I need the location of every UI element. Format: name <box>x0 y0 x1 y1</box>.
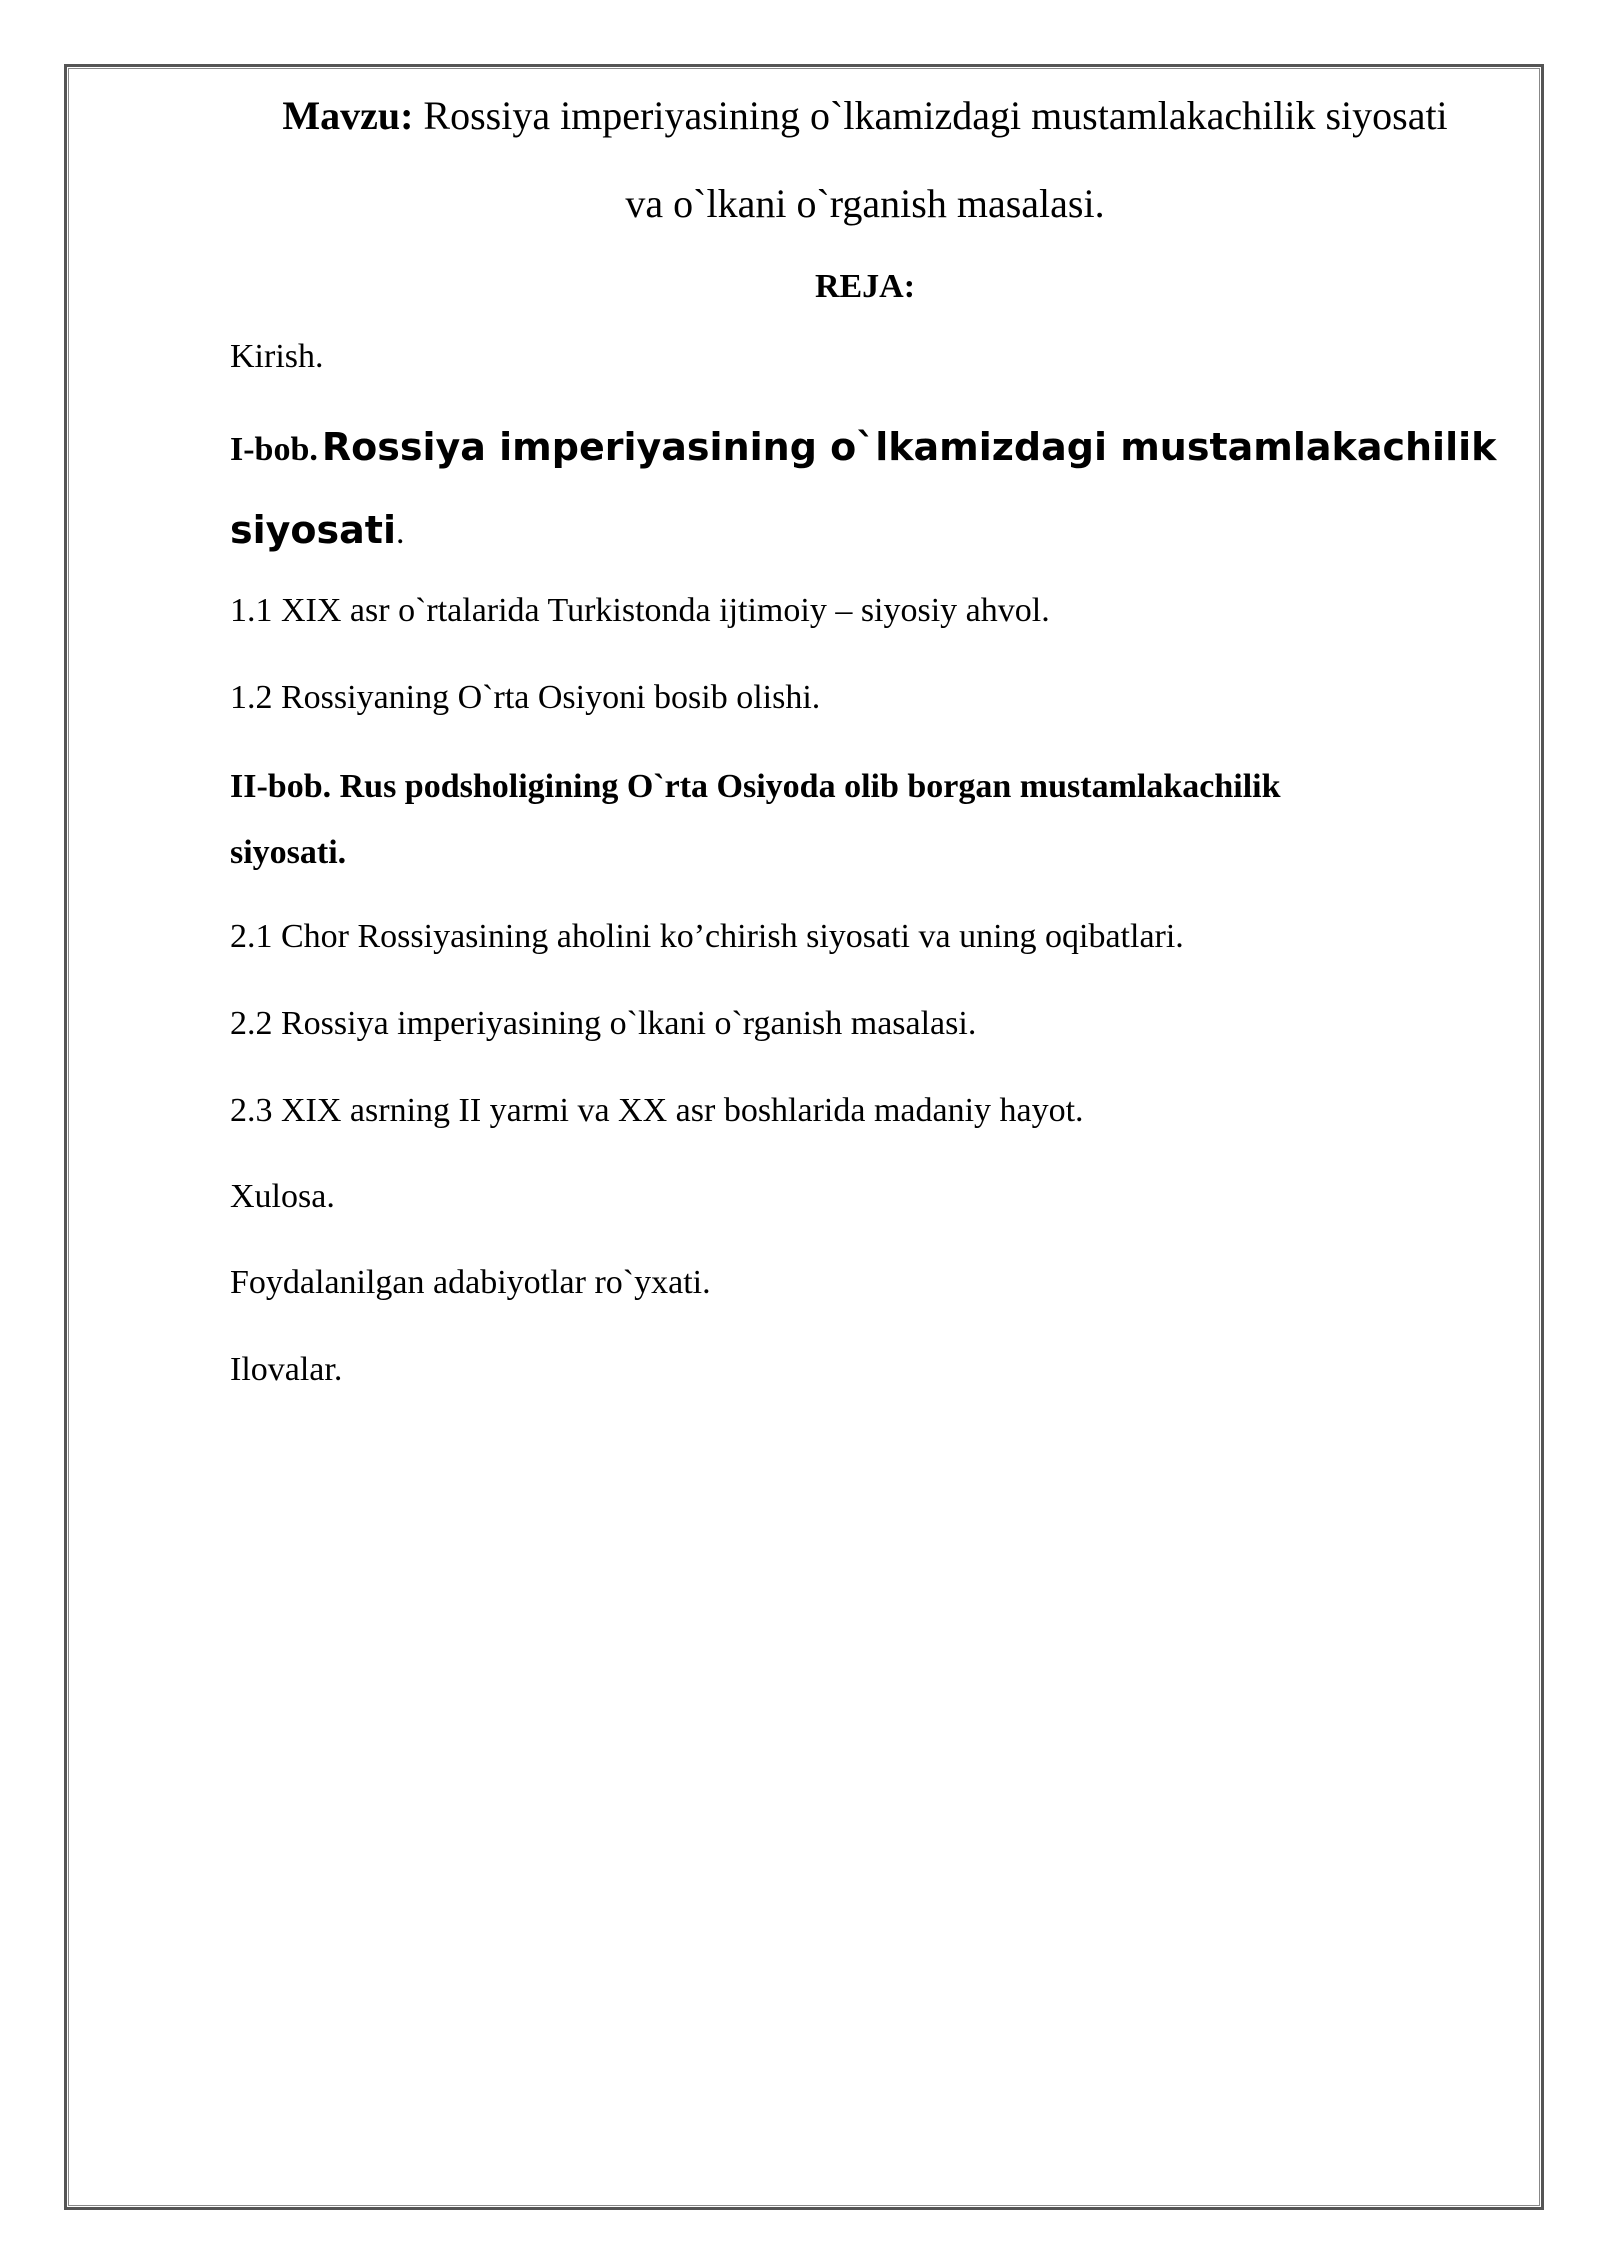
plan-heading: REJA: <box>814 268 916 305</box>
document-title <box>230 72 1500 248</box>
title-label: Mavzu: <box>282 93 414 138</box>
section-1-2: 1.2 Rossiyaning O`rta Osiyoni bosib olishi. <box>230 679 821 716</box>
section-2-2: 2.2 Rossiya imperiyasining o`lkani o`rganish masalasi. <box>230 1005 977 1042</box>
references-item: Foydalanilgan adabiyotlar ro`yxati. <box>230 1264 711 1301</box>
page-border-inner <box>68 68 1540 2206</box>
chapter-2-heading <box>230 754 1281 886</box>
conclusion-item: Xulosa. <box>230 1178 335 1215</box>
document-content <box>230 72 1500 1388</box>
chapter-1-heading <box>230 410 1496 576</box>
intro-item: Kirish. <box>230 338 324 375</box>
section-2-1: 2.1 Chor Rossiyasining aholini ko’chirish siyosati va uning oqibatlari. <box>230 918 1184 955</box>
section-2-3: 2.3 XIX asrning II yarmi va XX asr boshlarida madaniy hayot. <box>230 1092 1084 1129</box>
title-line-2: va o`lkani o`rganish masalasi. <box>625 181 1105 226</box>
title-line-1: Rossiya imperiyasining o`lkamizdagi mustamlakachilik siyosati <box>423 93 1448 138</box>
chapter-2-line-2: siyosati. <box>230 834 347 871</box>
chapter-1-title-line-2: siyosati <box>230 508 396 552</box>
chapter-2-line-1: II-bob. Rus podsholigining O`rta Osiyoda olib borgan mustamlakachilik <box>230 768 1281 805</box>
appendices-item: Ilovalar. <box>230 1351 343 1388</box>
chapter-1-title-line-1: Rossiya imperiyasining o`lkamizdagi mustamlakachilik <box>321 425 1497 469</box>
chapter-1-label: I-bob. <box>230 431 318 468</box>
chapter-1-end-mark: . <box>395 514 405 551</box>
section-1-1: 1.1 XIX asr o`rtalarida Turkistonda ijtimoiy – siyosiy ahvol. <box>230 592 1050 629</box>
